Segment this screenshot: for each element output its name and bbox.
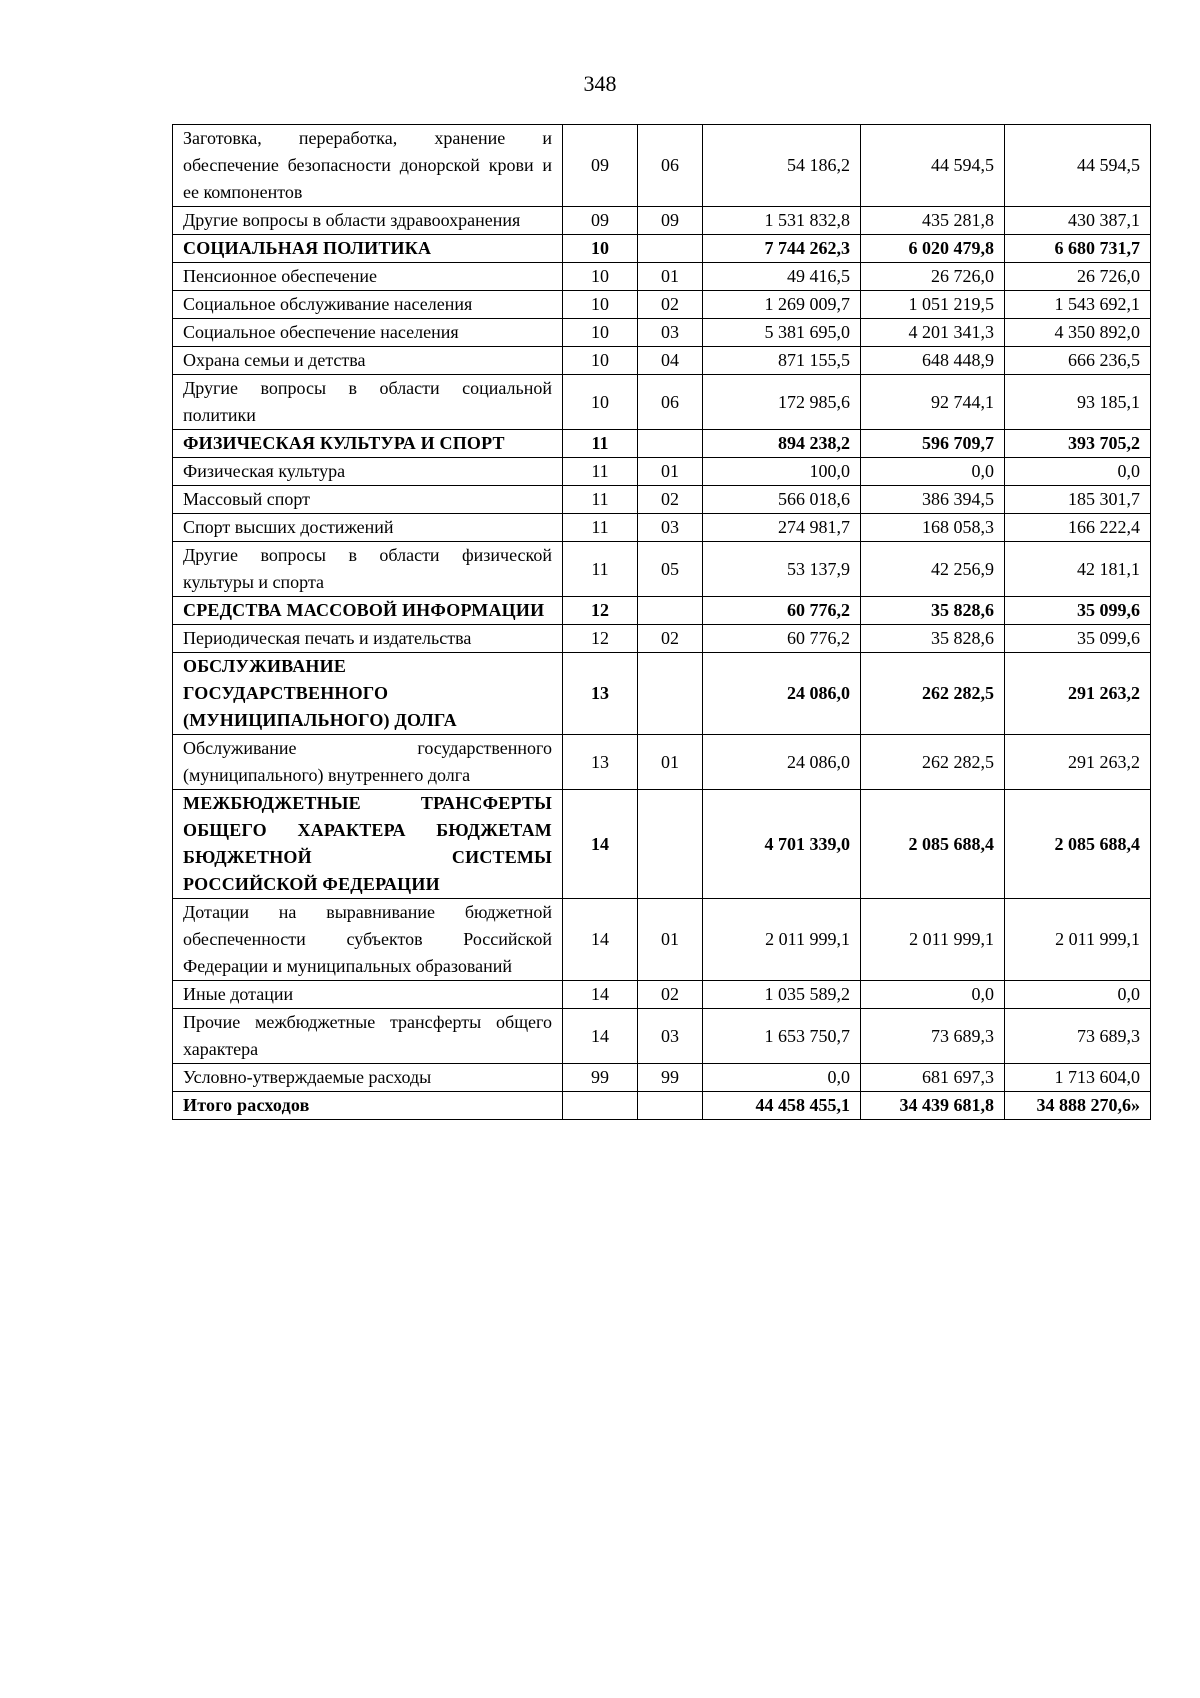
amount-cell-3: 0,0 — [1005, 458, 1151, 486]
table-row — [173, 319, 1151, 347]
subsection-code-cell: 03 — [638, 319, 703, 347]
expense-name-cell: Пенсионное обеспечение — [173, 263, 563, 291]
amount-cell-2: 0,0 — [861, 458, 1005, 486]
section-code-cell: 11 — [563, 430, 638, 458]
amount-cell-2: 0,0 — [861, 981, 1005, 1009]
expense-name-cell: МЕЖБЮДЖЕТНЫЕ ТРАНСФЕРТЫ ОБЩЕГО ХАРАКТЕРА БЮДЖЕТАМ БЮДЖЕТНОЙ СИСТЕМЫ РОССИЙСКОЙ ФЕДЕРАЦИИ — [173, 790, 563, 899]
amount-cell-2: 1 051 219,5 — [861, 291, 1005, 319]
amount-cell-3: 44 594,5 — [1005, 125, 1151, 207]
table-row — [173, 625, 1151, 653]
budget-table — [172, 124, 1151, 1120]
expense-name-cell: Спорт высших достижений — [173, 514, 563, 542]
subsection-code-cell: 04 — [638, 347, 703, 375]
subsection-code-cell: 01 — [638, 899, 703, 981]
amount-cell-1: 60 776,2 — [703, 625, 861, 653]
amount-cell-2: 26 726,0 — [861, 263, 1005, 291]
amount-cell-3: 1 713 604,0 — [1005, 1064, 1151, 1092]
amount-cell-1: 2 011 999,1 — [703, 899, 861, 981]
subsection-code-cell: 05 — [638, 542, 703, 597]
amount-cell-2: 34 439 681,8 — [861, 1092, 1005, 1120]
expense-name-cell: Периодическая печать и издательства — [173, 625, 563, 653]
page-number: 348 — [583, 71, 617, 96]
table-row — [173, 981, 1151, 1009]
amount-cell-1: 100,0 — [703, 458, 861, 486]
section-code-cell: 13 — [563, 653, 638, 735]
amount-cell-3: 393 705,2 — [1005, 430, 1151, 458]
expense-name-cell: Заготовка, переработка, хранение и обеспечение безопасности донорской крови и ее компонентов — [173, 125, 563, 207]
amount-cell-2: 262 282,5 — [861, 653, 1005, 735]
amount-cell-2: 73 689,3 — [861, 1009, 1005, 1064]
amount-cell-2: 681 697,3 — [861, 1064, 1005, 1092]
amount-cell-2: 386 394,5 — [861, 486, 1005, 514]
amount-cell-3: 2 011 999,1 — [1005, 899, 1151, 981]
section-code-cell: 10 — [563, 319, 638, 347]
section-code-cell: 11 — [563, 542, 638, 597]
subsection-code-cell: 09 — [638, 207, 703, 235]
section-code-cell: 14 — [563, 790, 638, 899]
table-row-section — [173, 1092, 1151, 1120]
amount-cell-2: 168 058,3 — [861, 514, 1005, 542]
amount-cell-2: 35 828,6 — [861, 625, 1005, 653]
amount-cell-2: 435 281,8 — [861, 207, 1005, 235]
amount-cell-3: 0,0 — [1005, 981, 1151, 1009]
subsection-code-cell — [638, 235, 703, 263]
subsection-code-cell: 02 — [638, 625, 703, 653]
subsection-code-cell: 02 — [638, 291, 703, 319]
subsection-code-cell: 02 — [638, 486, 703, 514]
amount-cell-1: 60 776,2 — [703, 597, 861, 625]
table-row — [173, 347, 1151, 375]
section-code-cell: 10 — [563, 347, 638, 375]
table-row — [173, 125, 1151, 207]
amount-cell-3: 6 680 731,7 — [1005, 235, 1151, 263]
budget-table-body — [173, 125, 1151, 1120]
amount-cell-3: 35 099,6 — [1005, 625, 1151, 653]
subsection-code-cell — [638, 430, 703, 458]
section-code-cell: 99 — [563, 1064, 638, 1092]
amount-cell-3: 291 263,2 — [1005, 735, 1151, 790]
subsection-code-cell: 99 — [638, 1064, 703, 1092]
amount-cell-1: 53 137,9 — [703, 542, 861, 597]
subsection-code-cell: 01 — [638, 458, 703, 486]
amount-cell-1: 49 416,5 — [703, 263, 861, 291]
amount-cell-1: 0,0 — [703, 1064, 861, 1092]
expense-name-cell: Условно-утверждаемые расходы — [173, 1064, 563, 1092]
amount-cell-3: 26 726,0 — [1005, 263, 1151, 291]
table-row — [173, 458, 1151, 486]
subsection-code-cell: 03 — [638, 1009, 703, 1064]
section-code-cell: 13 — [563, 735, 638, 790]
amount-cell-3: 430 387,1 — [1005, 207, 1151, 235]
section-code-cell: 09 — [563, 207, 638, 235]
section-code-cell: 11 — [563, 486, 638, 514]
amount-cell-1: 7 744 262,3 — [703, 235, 861, 263]
section-code-cell — [563, 1092, 638, 1120]
table-row — [173, 207, 1151, 235]
table-row — [173, 486, 1151, 514]
section-code-cell: 10 — [563, 263, 638, 291]
expense-name-cell: Дотации на выравнивание бюджетной обеспеченности субъектов Российской Федерации и муниципальных образований — [173, 899, 563, 981]
section-code-cell: 12 — [563, 625, 638, 653]
expense-name-cell: Другие вопросы в области физической культуры и спорта — [173, 542, 563, 597]
subsection-code-cell — [638, 653, 703, 735]
amount-cell-2: 648 448,9 — [861, 347, 1005, 375]
table-row-section — [173, 653, 1151, 735]
amount-cell-3: 1 543 692,1 — [1005, 291, 1151, 319]
subsection-code-cell — [638, 790, 703, 899]
subsection-code-cell: 03 — [638, 514, 703, 542]
expense-name-cell: ФИЗИЧЕСКАЯ КУЛЬТУРА И СПОРТ — [173, 430, 563, 458]
subsection-code-cell: 06 — [638, 375, 703, 430]
amount-cell-1: 1 653 750,7 — [703, 1009, 861, 1064]
table-row — [173, 514, 1151, 542]
amount-cell-1: 24 086,0 — [703, 653, 861, 735]
expense-name-cell: Другие вопросы в области здравоохранения — [173, 207, 563, 235]
amount-cell-2: 596 709,7 — [861, 430, 1005, 458]
amount-cell-3: 185 301,7 — [1005, 486, 1151, 514]
expense-name-cell: Другие вопросы в области социальной политики — [173, 375, 563, 430]
section-code-cell: 11 — [563, 458, 638, 486]
amount-cell-2: 4 201 341,3 — [861, 319, 1005, 347]
amount-cell-1: 894 238,2 — [703, 430, 861, 458]
subsection-code-cell — [638, 597, 703, 625]
subsection-code-cell: 02 — [638, 981, 703, 1009]
expense-name-cell: Массовый спорт — [173, 486, 563, 514]
amount-cell-3: 291 263,2 — [1005, 653, 1151, 735]
expense-name-cell: СОЦИАЛЬНАЯ ПОЛИТИКА — [173, 235, 563, 263]
amount-cell-2: 42 256,9 — [861, 542, 1005, 597]
amount-cell-1: 4 701 339,0 — [703, 790, 861, 899]
subsection-code-cell: 06 — [638, 125, 703, 207]
section-code-cell: 11 — [563, 514, 638, 542]
amount-cell-3: 42 181,1 — [1005, 542, 1151, 597]
expense-name-cell: Физическая культура — [173, 458, 563, 486]
section-code-cell: 14 — [563, 981, 638, 1009]
expense-name-cell: Итого расходов — [173, 1092, 563, 1120]
subsection-code-cell: 01 — [638, 735, 703, 790]
table-row — [173, 1009, 1151, 1064]
amount-cell-2: 2 085 688,4 — [861, 790, 1005, 899]
expense-name-cell: Обслуживание государственного (муниципального) внутреннего долга — [173, 735, 563, 790]
section-code-cell: 12 — [563, 597, 638, 625]
amount-cell-1: 1 531 832,8 — [703, 207, 861, 235]
section-code-cell: 14 — [563, 1009, 638, 1064]
amount-cell-3: 4 350 892,0 — [1005, 319, 1151, 347]
amount-cell-1: 1 035 589,2 — [703, 981, 861, 1009]
amount-cell-1: 172 985,6 — [703, 375, 861, 430]
amount-cell-3: 2 085 688,4 — [1005, 790, 1151, 899]
amount-cell-3: 73 689,3 — [1005, 1009, 1151, 1064]
amount-cell-2: 2 011 999,1 — [861, 899, 1005, 981]
amount-cell-1: 54 186,2 — [703, 125, 861, 207]
section-code-cell: 10 — [563, 375, 638, 430]
amount-cell-3: 34 888 270,6» — [1005, 1092, 1151, 1120]
expense-name-cell: Социальное обслуживание населения — [173, 291, 563, 319]
amount-cell-1: 1 269 009,7 — [703, 291, 861, 319]
table-row — [173, 542, 1151, 597]
amount-cell-1: 566 018,6 — [703, 486, 861, 514]
amount-cell-1: 871 155,5 — [703, 347, 861, 375]
amount-cell-3: 166 222,4 — [1005, 514, 1151, 542]
table-row — [173, 375, 1151, 430]
section-code-cell: 09 — [563, 125, 638, 207]
table-row-section — [173, 235, 1151, 263]
table-row-section — [173, 790, 1151, 899]
amount-cell-2: 262 282,5 — [861, 735, 1005, 790]
table-row — [173, 1064, 1151, 1092]
amount-cell-1: 274 981,7 — [703, 514, 861, 542]
section-code-cell: 14 — [563, 899, 638, 981]
amount-cell-1: 24 086,0 — [703, 735, 861, 790]
expense-name-cell: Социальное обеспечение населения — [173, 319, 563, 347]
table-row — [173, 291, 1151, 319]
section-code-cell: 10 — [563, 235, 638, 263]
section-code-cell: 10 — [563, 291, 638, 319]
amount-cell-1: 5 381 695,0 — [703, 319, 861, 347]
amount-cell-2: 6 020 479,8 — [861, 235, 1005, 263]
expense-name-cell: СРЕДСТВА МАССОВОЙ ИНФОРМАЦИИ — [173, 597, 563, 625]
subsection-code-cell: 01 — [638, 263, 703, 291]
expense-name-cell: Охрана семьи и детства — [173, 347, 563, 375]
amount-cell-2: 44 594,5 — [861, 125, 1005, 207]
amount-cell-3: 35 099,6 — [1005, 597, 1151, 625]
subsection-code-cell — [638, 1092, 703, 1120]
table-row — [173, 899, 1151, 981]
table-row — [173, 735, 1151, 790]
expense-name-cell: ОБСЛУЖИВАНИЕ ГОСУДАРСТВЕННОГО (МУНИЦИПАЛЬНОГО) ДОЛГА — [173, 653, 563, 735]
expense-name-cell: Иные дотации — [173, 981, 563, 1009]
table-row-section — [173, 430, 1151, 458]
table-row — [173, 263, 1151, 291]
amount-cell-2: 92 744,1 — [861, 375, 1005, 430]
expense-name-cell: Прочие межбюджетные трансферты общего характера — [173, 1009, 563, 1064]
amount-cell-3: 93 185,1 — [1005, 375, 1151, 430]
amount-cell-1: 44 458 455,1 — [703, 1092, 861, 1120]
amount-cell-2: 35 828,6 — [861, 597, 1005, 625]
table-row-section — [173, 597, 1151, 625]
amount-cell-3: 666 236,5 — [1005, 347, 1151, 375]
